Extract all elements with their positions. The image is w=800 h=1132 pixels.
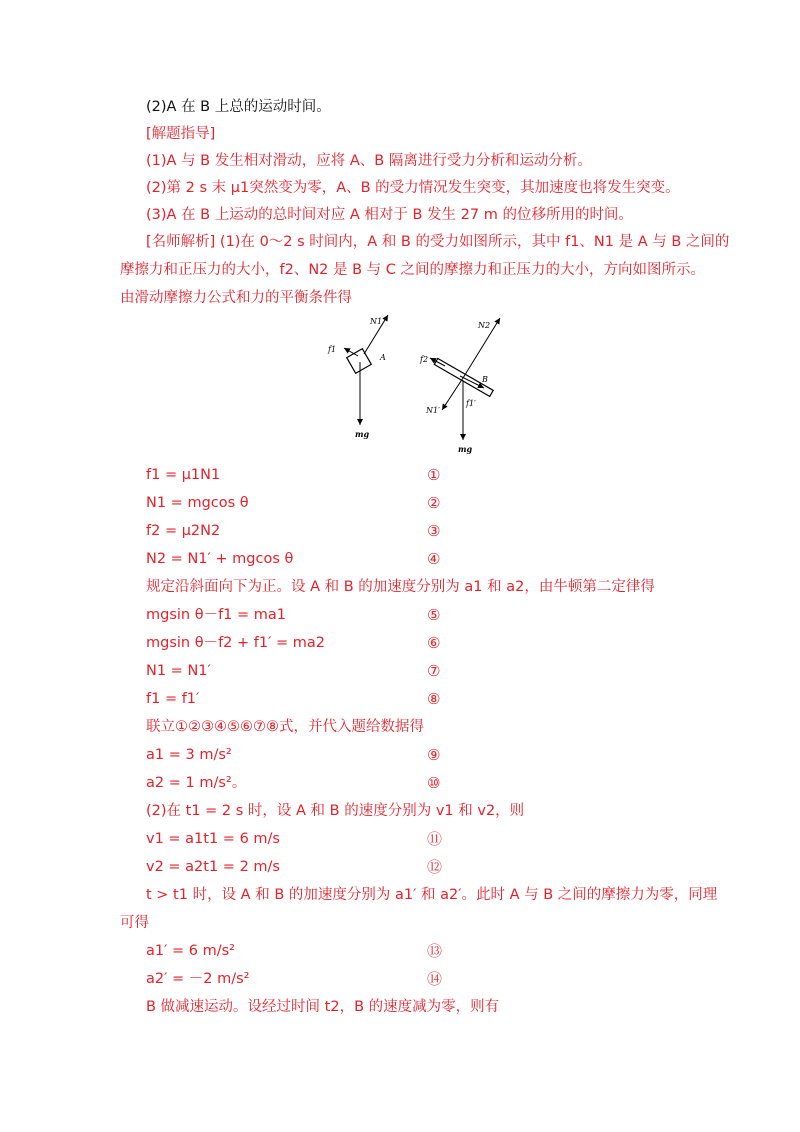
velocity-2-number: ⑫ xyxy=(427,858,443,876)
accel2-1: a1′ = 6 m/s² xyxy=(146,943,235,959)
guide-header: [解题指导] xyxy=(146,126,216,142)
equation-4-number: ④ xyxy=(427,550,441,568)
guide-line-3: (3)A 在 B 上运动的总时间对应 A 相对于 B 发生 27 m 的位移所用的时间。 xyxy=(146,207,633,223)
equation-2: N1 = mgcos θ xyxy=(146,495,249,511)
text-after-2: 可得 xyxy=(120,915,149,931)
analysis-line-1: [名师解析] (1)在 0～2 s 时间内，A 和 B 的受力如图所示，其中 f1、N1 是 A 与 B 之间的 xyxy=(146,234,730,250)
label-n2: N2 xyxy=(478,321,491,330)
label-n1: N1 xyxy=(370,317,383,326)
text-combine: 联立①②③④⑤⑥⑦⑧式，并代入题给数据得 xyxy=(146,719,424,735)
text-after-1: t > t1 时，设 A 和 B 的加速度分别为 a1′ 和 a2′。此时 A 与 B 之间的摩擦力为零，同理 xyxy=(146,887,718,903)
equation-1: f1 = μ1N1 xyxy=(146,467,221,483)
equation-6: mgsin θ－f2 + f1′ = ma2 xyxy=(146,635,326,651)
label-mg-a: mg xyxy=(355,429,370,439)
equation-5: mgsin θ－f1 = ma1 xyxy=(146,607,287,623)
label-b: B xyxy=(482,375,488,384)
label-f2: f2 xyxy=(420,355,429,364)
label-n1-prime: N1′ xyxy=(426,406,440,415)
equation-8: f1 = f1′ xyxy=(146,691,200,707)
equation-4: N2 = N1′ + mgcos θ xyxy=(146,551,294,567)
velocity-2: v2 = a2t1 = 2 m/s xyxy=(146,859,280,875)
equation-5-number: ⑤ xyxy=(427,606,441,624)
label-a: A xyxy=(380,353,386,362)
analysis-line-3: 由滑动摩擦力公式和力的平衡条件得 xyxy=(120,290,352,306)
result-1: a1 = 3 m/s² xyxy=(146,747,232,763)
question-line: (2)A 在 B 上总的运动时间。 xyxy=(146,99,331,115)
accel2-2-number: ⑭ xyxy=(427,970,443,988)
diagram-b xyxy=(419,318,500,454)
result-2: a2 = 1 m/s²。 xyxy=(146,775,247,791)
text-last: B 做减速运动。设经过时间 t2，B 的速度减为零，则有 xyxy=(146,999,500,1015)
arrow-n1-prime xyxy=(442,378,463,410)
text-part2: (2)在 t1 = 2 s 时，设 A 和 B 的速度分别为 v1 和 v2，则 xyxy=(146,803,525,819)
result-2-number: ⑩ xyxy=(427,774,441,792)
block-a xyxy=(347,349,372,374)
diagram-a xyxy=(327,315,388,439)
equation-2-number: ② xyxy=(427,494,441,512)
equation-3-number: ③ xyxy=(427,522,441,540)
equation-3: f2 = μ2N2 xyxy=(146,523,221,539)
equation-7-number: ⑦ xyxy=(427,662,441,680)
accel2-1-number: ⑬ xyxy=(427,942,443,960)
label-f1: f1 xyxy=(328,345,337,354)
force-diagram xyxy=(320,310,520,460)
guide-line-1: (1)A 与 B 发生相对滑动，应将 A、B 隔离进行受力分析和运动分析。 xyxy=(146,153,592,169)
guide-line-2: (2)第 2 s 末 μ1突然变为零，A、B 的受力情况发生突变，其加速度也将发生突变。 xyxy=(146,180,680,196)
equation-7: N1 = N1′ xyxy=(146,663,211,679)
velocity-1-number: ⑪ xyxy=(427,830,443,848)
accel2-2: a2′ = －2 m/s² xyxy=(146,971,250,987)
equation-8-number: ⑧ xyxy=(427,690,441,708)
analysis-line-2: 摩擦力和正压力的大小，f2、N2 是 B 与 C 之间的摩擦力和正压力的大小，方向如图所示。 xyxy=(120,262,706,278)
label-mg-b: mg xyxy=(458,444,473,454)
label-f1-prime: f1′ xyxy=(466,399,476,408)
velocity-1: v1 = a1t1 = 6 m/s xyxy=(146,831,280,847)
equation-1-number: ① xyxy=(427,466,441,484)
result-1-number: ⑨ xyxy=(427,746,441,764)
equation-6-number: ⑥ xyxy=(427,634,441,652)
text-newton: 规定沿斜面向下为正。设 A 和 B 的加速度分别为 a1 和 a2，由牛顿第二定律得 xyxy=(146,579,655,595)
